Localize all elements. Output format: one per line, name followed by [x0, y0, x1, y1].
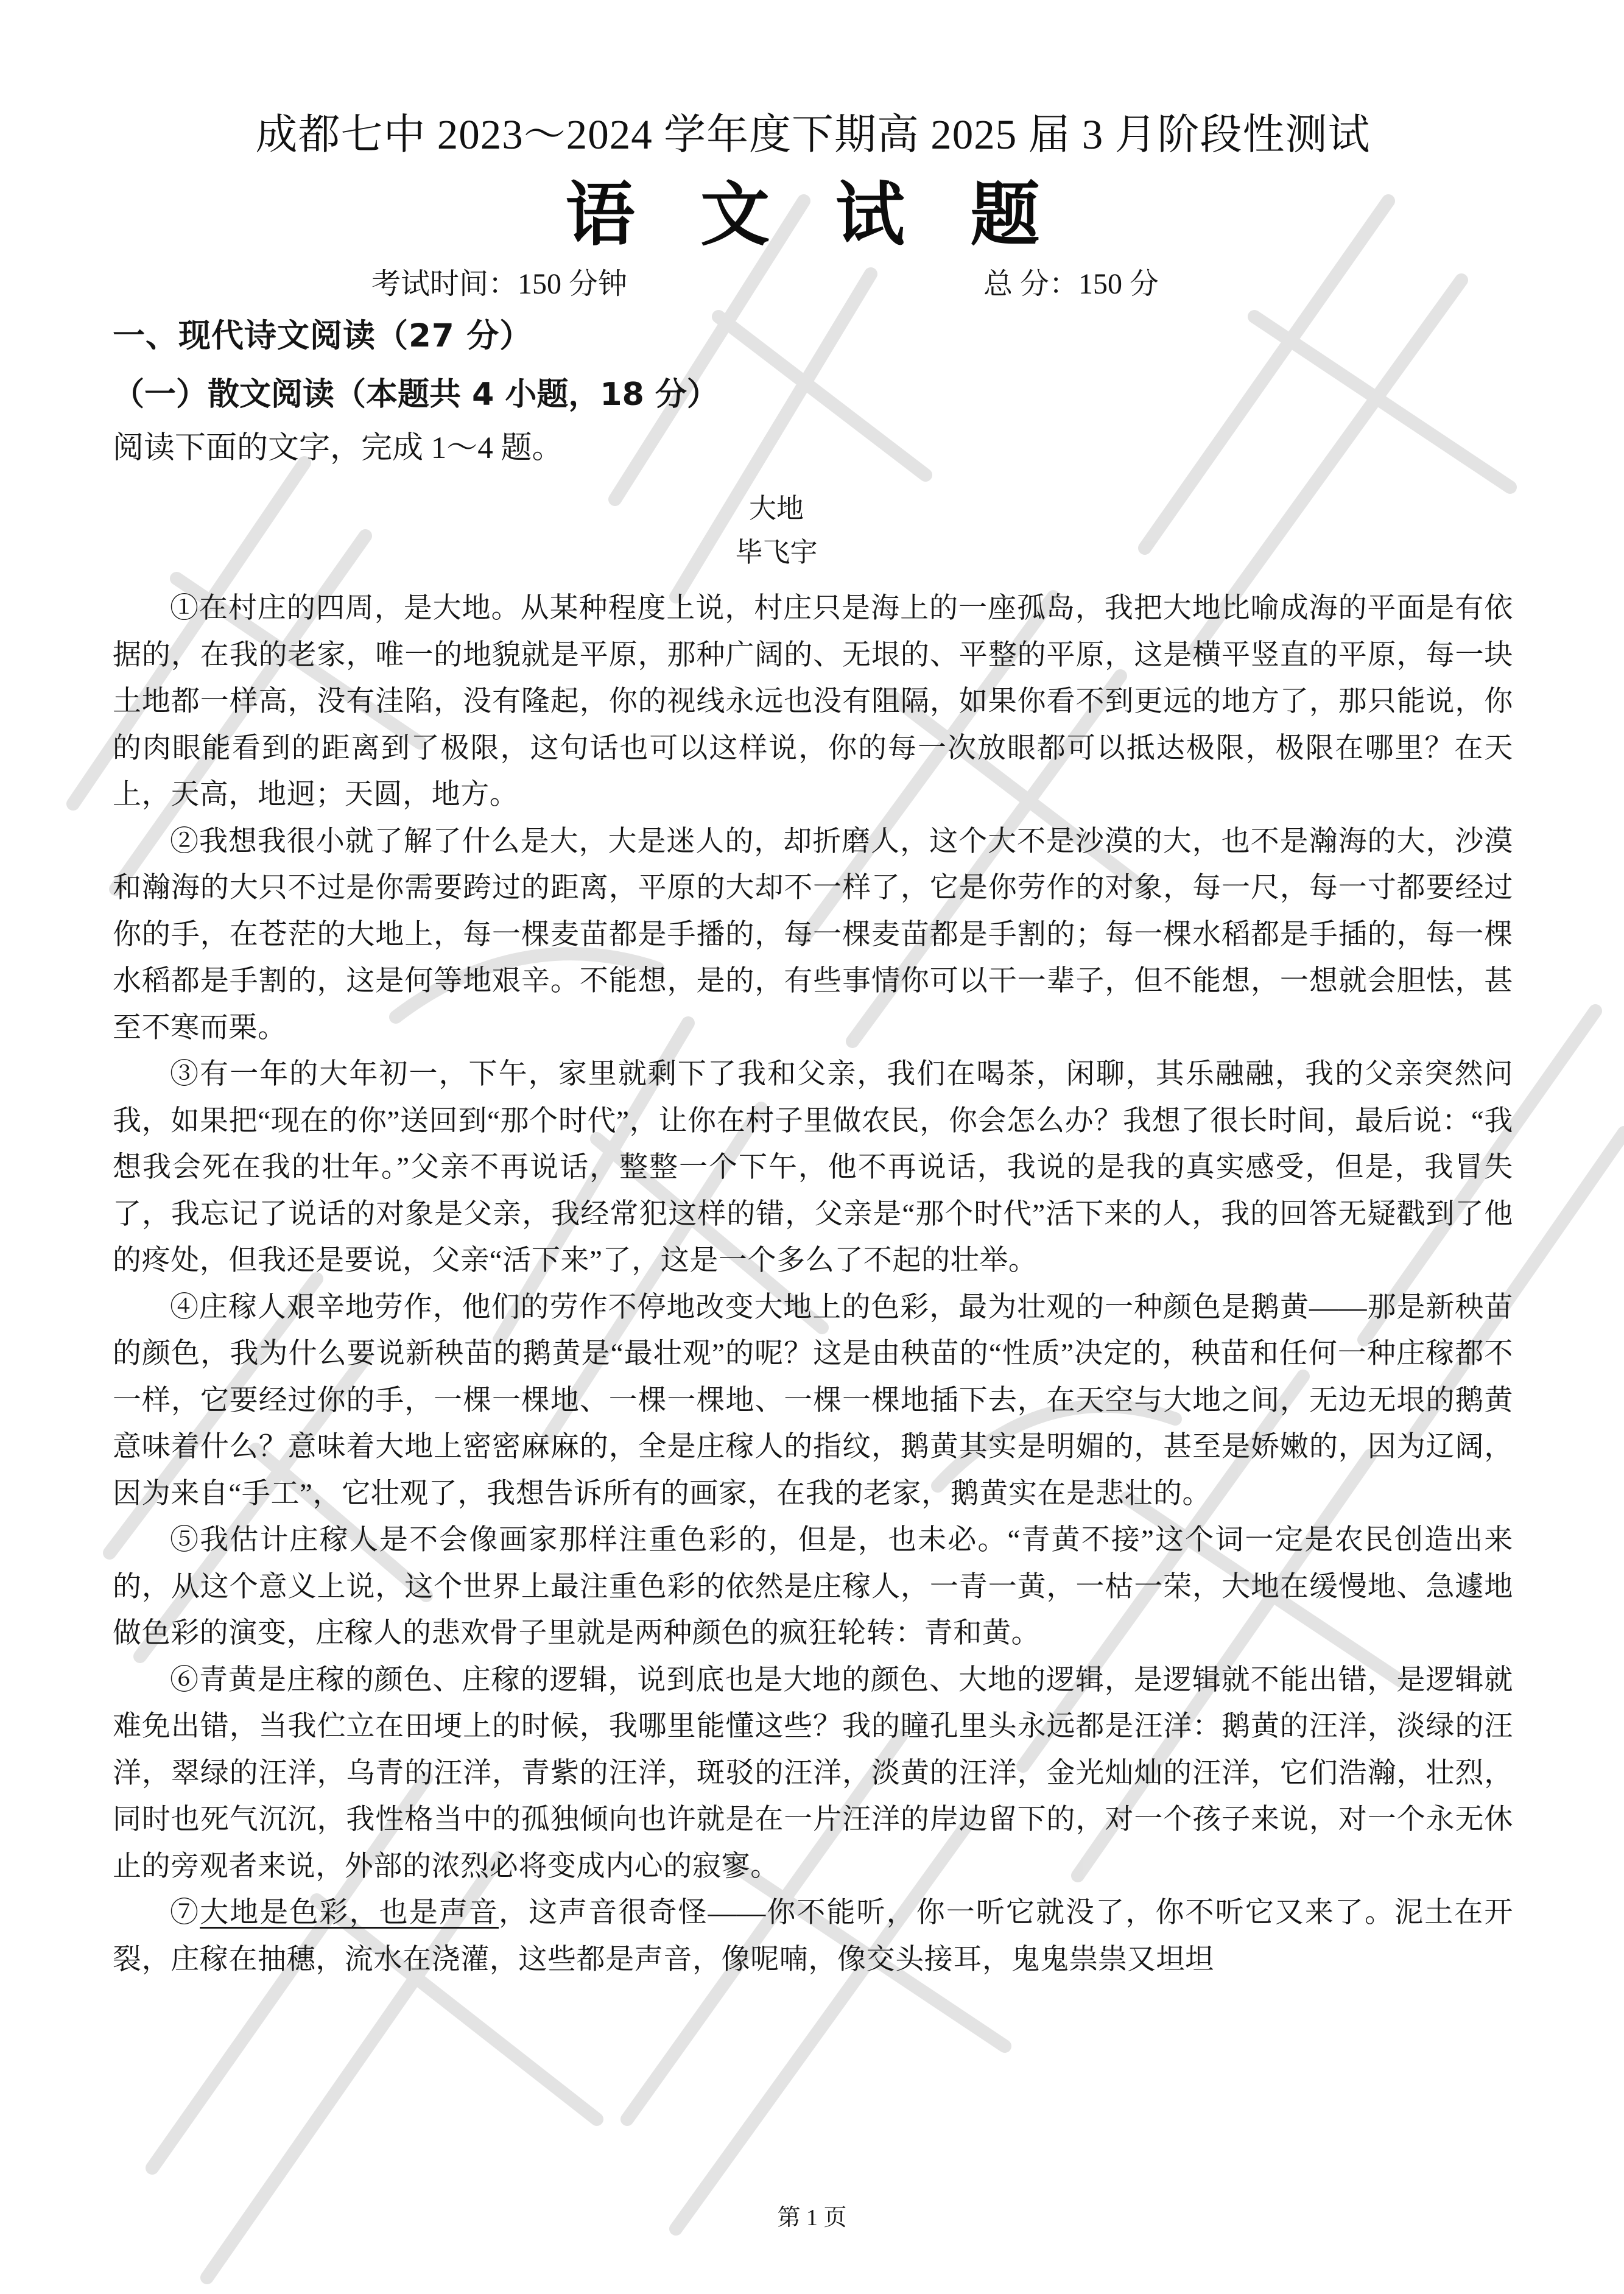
- exam-meta: [113, 259, 1513, 310]
- article-author: 毕飞宇: [735, 537, 818, 568]
- subsection-heading: （一）散文阅读（本题共 4 小题，18 分）: [113, 376, 719, 413]
- underlined-sentence: 大地是色彩，也是声音: [200, 1897, 499, 1929]
- page-number: 第 1 页: [777, 2205, 847, 2231]
- section-heading: 一、现代诗文阅读（27 分）: [113, 317, 533, 354]
- paragraph-7-number: ⑦: [170, 1897, 200, 1929]
- total-score: 总 分：150 分: [983, 268, 1159, 300]
- article-paragraph-3: ③有一年的大年初一，下午，家里就剩下了我和父亲，我们在喝茶，闲聊，其乐融融，我的父亲突然问我，如果把“现在的你”送回到“那个时代”，让你在村子里做农民，你会怎么办？我想了很长时间，最后说：“我想我会死在我的壮年。”父亲不再说话，整整一个下午，他不再说话，我说的是我的真实感受，但是，我冒失了，我忘记了说话的对象是父亲，我经常犯这样的错，父亲是“那个时代”活下来的人，我的回答无疑戳到了他的疼处，但我还是要说，父亲“活下来”了，这是一个多么了不起的壮举。: [113, 1058, 1513, 1276]
- paragraph-7-text: ，这声音很奇怪——你不能听，你一听它就没了，你不听它又来了。泥土在开裂，庄稼在抽穗，流水在浇灌，这些都是声音，像呢喃，像交头接耳，鬼鬼祟祟又坦坦: [113, 1897, 1513, 1976]
- article-paragraph-1: ①在村庄的四周，是大地。从某种程度上说，村庄只是海上的一座孤岛，我把大地比喻成海的平面是有依据的，在我的老家，唯一的地貌就是平原，那种广阔的、无垠的、平整的平原，这是横平竖直的平原，每一块土地都一样高，没有洼陷，没有隆起，你的视线永远也没有阻隔，如果你看不到更远的地方了，那只能说，你的肉眼能看到的距离到了极限，这句话也可以这样说，你的每一次放眼都可以抵达极限，极限在哪里？在天上，天高，地迥；天圆，地方。: [113, 593, 1513, 811]
- document-content: [113, 107, 1513, 1983]
- exam-time: 考试时间：150 分钟: [371, 268, 628, 300]
- article-paragraph-5: ⑤我估计庄稼人是不会像画家那样注重色彩的，但是，也未必。“青黄不接”这个词一定是农民创造出来的，从这个意义上说，这个世界上最注重色彩的依然是庄稼人，一青一黄，一枯一荣，大地在缓慢地、急遽地做色彩的演变，庄稼人的悲欢骨子里就是两种颜色的疯狂轮转：青和黄。: [113, 1524, 1513, 1649]
- article-title: 大地: [748, 493, 804, 524]
- reading-instruction: 阅读下面的文字，完成 1～4 题。: [113, 431, 563, 465]
- article-body: [113, 585, 1513, 1983]
- article-paragraph-7: [113, 1890, 1513, 1983]
- exam-header-title: 成都七中 2023～2024 学年度下期高 2025 届 3 月阶段性测试: [255, 111, 1371, 158]
- exam-main-title: 语 文 试 题: [565, 174, 1061, 255]
- article-paragraph-6: ⑥青黄是庄稼的颜色、庄稼的逻辑，说到底也是大地的颜色、大地的逻辑，是逻辑就不能出错，是逻辑就难免出错，当我伫立在田埂上的时候，我哪里能懂这些？我的瞳孔里头永远都是汪洋：鹅黄的汪洋，淡绿的汪洋，翠绿的汪洋，乌青的汪洋，青紫的汪洋，斑驳的汪洋，淡黄的汪洋，金光灿灿的汪洋，它们浩瀚，壮烈，同时也死气沉沉，我性格当中的孤独倾向也许就是在一片汪洋的岸边留下的，对一个孩子来说，对一个永无休止的旁观者来说，外部的浓烈必将变成内心的寂寥。: [113, 1664, 1513, 1882]
- article-paragraph-4: ④庄稼人艰辛地劳作，他们的劳作不停地改变大地上的色彩，最为壮观的一种颜色是鹅黄——那是新秧苗的颜色，我为什么要说新秧苗的鹅黄是“最壮观”的呢？这是由秧苗的“性质”决定的，秧苗和任何一种庄稼都不一样，它要经过你的手，一棵一棵地、一棵一棵地、一棵一棵地插下去，在天空与大地之间，无边无垠的鹅黄意味着什么？意味着大地上密密麻麻的，全是庄稼人的指纹，鹅黄其实是明媚的，甚至是娇嫩的，因为辽阔，因为来自“手工”，它壮观了，我想告诉所有的画家，在我的老家，鹅黄实在是悲壮的。: [113, 1291, 1513, 1510]
- article-paragraph-2: ②我想我很小就了解了什么是大，大是迷人的，却折磨人，这个大不是沙漠的大，也不是瀚海的大，沙漠和瀚海的大只不过是你需要跨过的距离，平原的大却不一样了，它是你劳作的对象，每一尺，每一寸都要经过你的手，在苍茫的大地上，每一棵麦苗都是手播的，每一棵麦苗都是手割的；每一棵水稻都是手插的，每一棵水稻都是手割的，这是何等地艰辛。不能想，是的，有些事情你可以干一辈子，但不能想，一想就会胆怯，甚至不寒而栗。: [113, 825, 1513, 1044]
